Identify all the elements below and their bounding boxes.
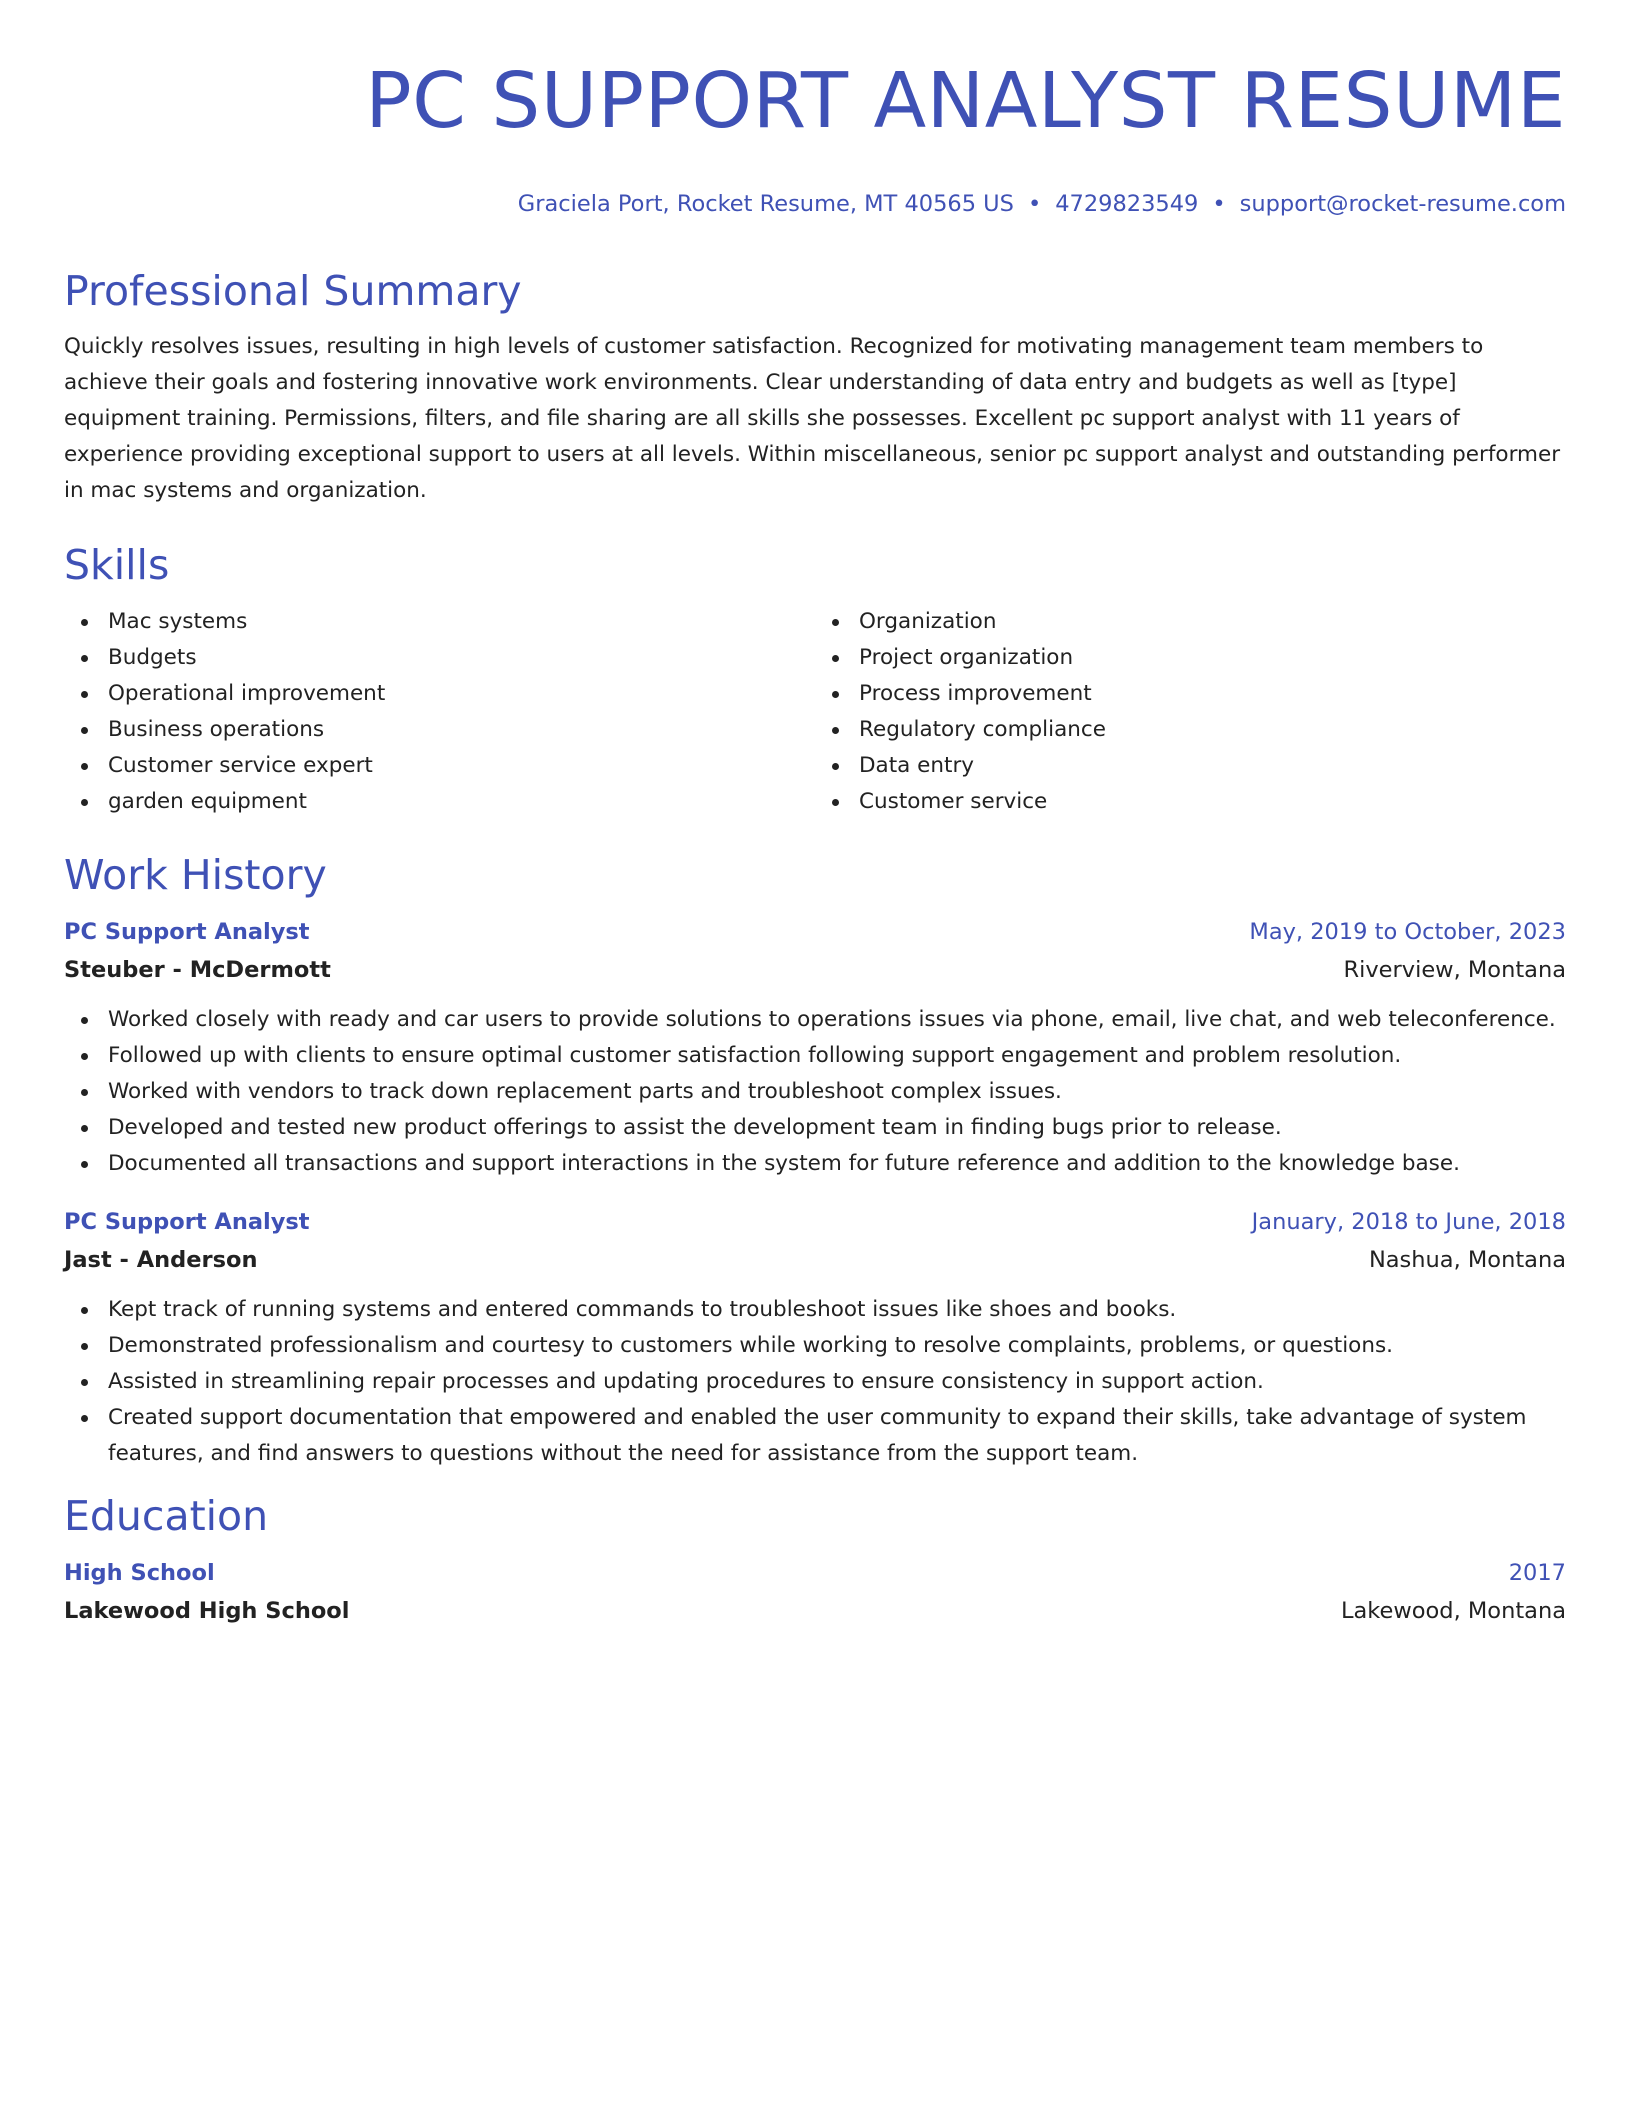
education-entry	[64, 1555, 1566, 1631]
skill-item: Project organization	[859, 640, 1566, 676]
contact-line	[64, 189, 1566, 219]
job-company: Steuber - McDermott	[64, 957, 331, 983]
summary-heading: Professional Summary	[64, 267, 522, 315]
job-dates: January, 2018 to June, 2018	[1251, 1209, 1566, 1235]
skill-item: Mac systems	[108, 604, 815, 640]
contact-address: Graciela Port, Rocket Resume, MT 40565 US	[517, 191, 1014, 217]
job-bullet: Worked with vendors to track down replacement parts and troubleshoot complex issues.	[108, 1074, 1566, 1110]
skill-item: Customer service	[859, 784, 1566, 820]
job-title: PC Support Analyst	[64, 919, 310, 945]
job-header-row	[64, 1204, 1566, 1240]
skill-item: Operational improvement	[108, 676, 815, 712]
job-company-row	[64, 1240, 1566, 1280]
summary-text: Quickly resolves issues, resulting in high levels of customer satisfaction. Recognized for motivating management team members to achieve their goals and fostering innovative work environments. Clear understanding of data entry and budgets as well as [type] equipment training. Permissions, filters, and file sharing are all skills she possesses. Excellent pc support analyst with 11 years of experience providing exceptional support to users at all levels. Within miscellaneous, senior pc support analyst and outstanding performer in mac systems and organization.	[64, 334, 1561, 503]
work-history-section	[64, 850, 1566, 1472]
skills-grid	[64, 604, 1566, 820]
summary-section	[64, 266, 1566, 509]
education-header-row	[64, 1555, 1566, 1591]
skills-heading: Skills	[64, 541, 170, 589]
job-title: PC Support Analyst	[64, 1209, 310, 1235]
job-location: Nashua, Montana	[1368, 1247, 1566, 1273]
work-history-heading: Work History	[64, 851, 327, 899]
education-year: 2017	[1508, 1560, 1566, 1586]
skills-list-left	[64, 604, 815, 820]
education-degree: High School	[64, 1560, 215, 1586]
job-bullet-list	[64, 1002, 1566, 1182]
skill-item: Organization	[859, 604, 1566, 640]
job-entry	[64, 1204, 1566, 1472]
job-bullet: Worked closely with ready and car users to provide solutions to operations issues via phone, email, live chat, and web teleconference.	[108, 1002, 1566, 1038]
skill-item: Process improvement	[859, 676, 1566, 712]
job-header-row	[64, 914, 1566, 950]
contact-separator: •	[1027, 191, 1042, 217]
job-bullet: Demonstrated professionalism and courtesy to customers while working to resolve complaints, problems, or questions.	[108, 1328, 1566, 1364]
skill-item: Budgets	[108, 640, 815, 676]
job-bullet: Kept track of running systems and entered commands to troubleshoot issues like shoes and books.	[108, 1292, 1566, 1328]
skills-list-right	[815, 604, 1566, 820]
job-bullet: Documented all transactions and support interactions in the system for future reference and addition to the knowledge base.	[108, 1146, 1566, 1182]
skill-item: Business operations	[108, 712, 815, 748]
contact-email: support@rocket-resume.com	[1239, 191, 1566, 217]
skill-item: Data entry	[859, 748, 1566, 784]
job-location: Riverview, Montana	[1343, 957, 1566, 983]
job-bullet: Followed up with clients to ensure optimal customer satisfaction following support engagement and problem resolution.	[108, 1038, 1566, 1074]
document-title: PC SUPPORT ANALYST RESUME	[365, 57, 1566, 146]
skill-item: Regulatory compliance	[859, 712, 1566, 748]
contact-separator: •	[1212, 191, 1226, 217]
job-company: Jast - Anderson	[64, 1247, 258, 1273]
job-entry	[64, 914, 1566, 1182]
job-bullet: Assisted in streamlining repair processes and updating procedures to ensure consistency in support action.	[108, 1364, 1566, 1400]
job-company-row	[64, 950, 1566, 990]
job-bullet: Developed and tested new product offerings to assist the development team in finding bugs prior to release.	[108, 1110, 1566, 1146]
education-school-row	[64, 1591, 1566, 1631]
resume-header	[64, 54, 1566, 219]
job-bullet-list	[64, 1292, 1566, 1472]
education-heading: Education	[64, 1492, 269, 1540]
job-dates: May, 2019 to October, 2023	[1249, 919, 1566, 945]
skill-item: garden equipment	[108, 784, 815, 820]
education-location: Lakewood, Montana	[1340, 1598, 1566, 1624]
skill-item: Customer service expert	[108, 748, 815, 784]
contact-phone: 4729823549	[1055, 191, 1199, 217]
education-section	[64, 1491, 1566, 1631]
resume-page	[64, 54, 1566, 1631]
education-school: Lakewood High School	[64, 1598, 350, 1624]
skills-section	[64, 540, 1566, 820]
job-bullet: Created support documentation that empowered and enabled the user community to expand their skills, take advantage of system features, and find answers to questions without the need for assistance from the support team.	[108, 1400, 1566, 1472]
